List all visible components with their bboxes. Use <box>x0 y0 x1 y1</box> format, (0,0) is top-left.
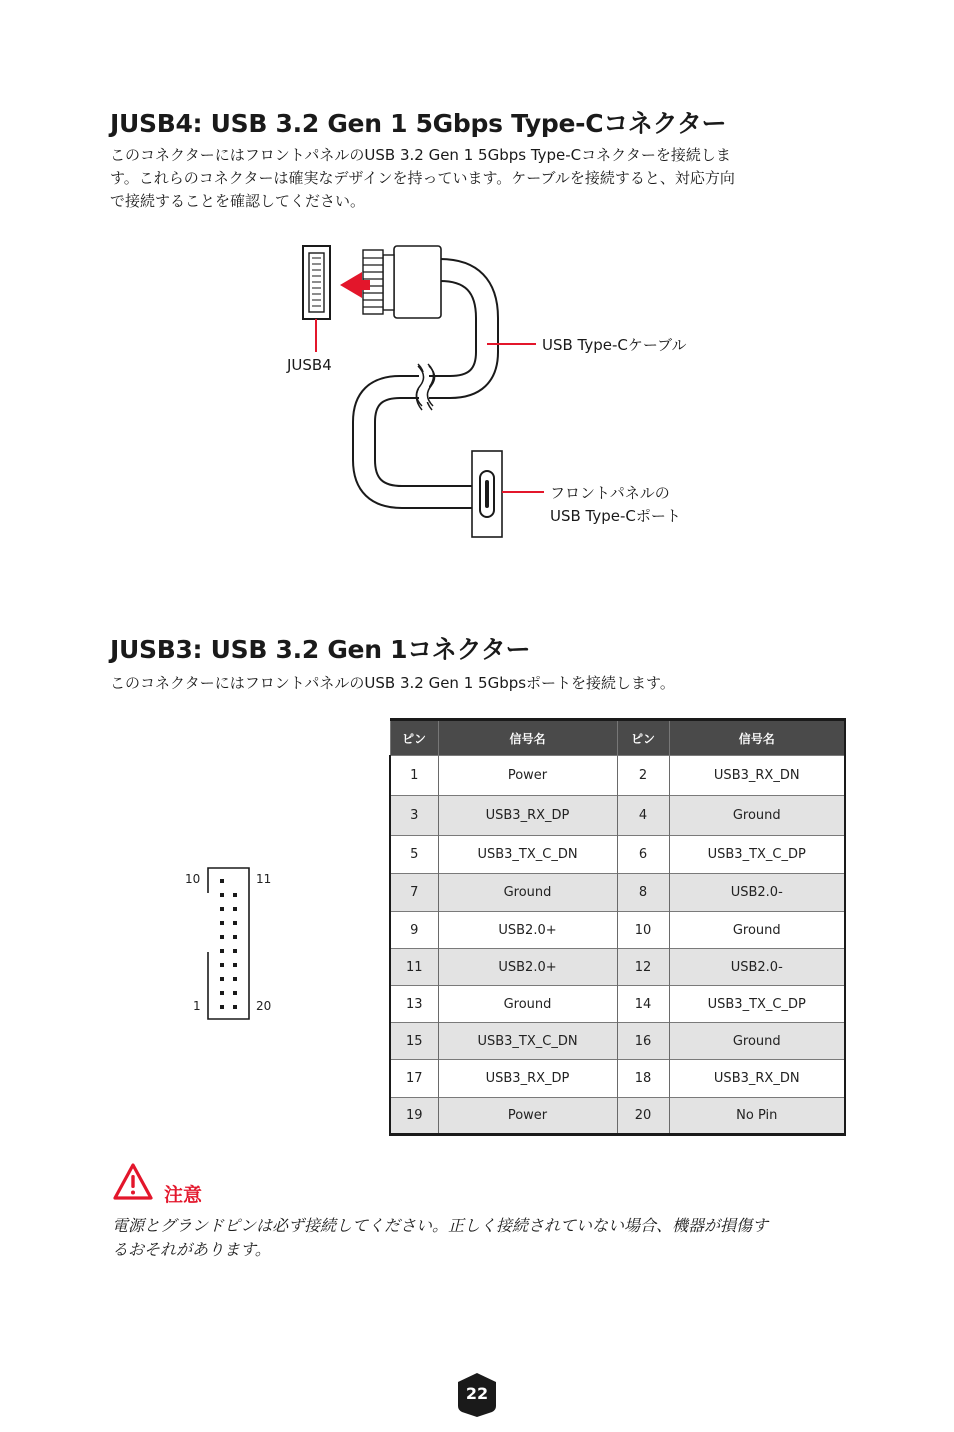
pin-number-cell: 11 <box>390 949 438 986</box>
pin-number-cell: 9 <box>390 912 438 949</box>
table-row <box>390 836 845 874</box>
column-header-pin: ピン <box>617 720 669 756</box>
pin-number-cell: 3 <box>390 796 438 836</box>
header-pin <box>233 949 237 953</box>
signal-name-cell: USB2.0+ <box>438 949 617 986</box>
caution-line: るおそれがあります。 <box>112 1240 271 1259</box>
signal-name-cell: USB3_TX_C_DP <box>669 986 845 1023</box>
signal-name-cell: USB3_TX_C_DP <box>669 836 845 874</box>
header-pin <box>220 879 224 883</box>
pin-label-top-right: 11 <box>256 872 272 886</box>
pin-label-bottom-left: 1 <box>193 999 201 1013</box>
signal-name-cell: Power <box>438 1098 617 1135</box>
signal-name-cell: USB3_RX_DP <box>438 796 617 836</box>
pin-number-cell: 7 <box>390 874 438 912</box>
description-line: このコネクターにはフロントパネルのUSB 3.2 Gen 1 5Gbps Type-Cコネクターを接続しま <box>110 146 731 164</box>
usb3-pin-header-diagram <box>200 860 260 1030</box>
cable-label: USB Type-Cケーブル <box>542 336 687 354</box>
signal-name-cell: Ground <box>669 796 845 836</box>
signal-name-cell: Ground <box>438 986 617 1023</box>
pin-number-cell: 2 <box>617 756 669 796</box>
signal-name-cell: Ground <box>669 1023 845 1060</box>
table-header-row <box>390 720 845 756</box>
caution-title: 注意 <box>164 1184 203 1206</box>
caution-text <box>112 1214 872 1262</box>
table-row <box>390 796 845 836</box>
signal-name-cell: USB3_RX_DN <box>669 1060 845 1098</box>
signal-name-cell: USB3_TX_C_DN <box>438 836 617 874</box>
header-pin <box>220 963 224 967</box>
page-number: 22 <box>465 1384 489 1403</box>
port-label-line2: USB Type-Cポート <box>550 507 681 525</box>
jusb4-label: JUSB4 <box>287 356 332 374</box>
signal-name-cell: USB3_RX_DN <box>669 756 845 796</box>
pin-label-top-left: 10 <box>185 872 201 886</box>
table-row <box>390 756 845 796</box>
pin-number-cell: 16 <box>617 1023 669 1060</box>
pin-number-cell: 13 <box>390 986 438 1023</box>
table-row <box>390 912 845 949</box>
pin-number-cell: 5 <box>390 836 438 874</box>
header-pin <box>233 977 237 981</box>
signal-name-cell: Power <box>438 756 617 796</box>
pin-number-cell: 12 <box>617 949 669 986</box>
pin-label-bottom-right: 20 <box>256 999 272 1013</box>
table-row <box>390 1060 845 1098</box>
signal-name-cell: USB2.0- <box>669 874 845 912</box>
table-row <box>390 1023 845 1060</box>
pin-number-cell: 14 <box>617 986 669 1023</box>
header-pin <box>233 935 237 939</box>
warning-icon <box>112 1162 154 1202</box>
pin-number-cell: 4 <box>617 796 669 836</box>
section-title-jusb3: JUSB3: USB 3.2 Gen 1コネクター <box>110 635 531 664</box>
header-pin <box>233 907 237 911</box>
description-line: す。これらのコネクターは確実なデザインを持っています。ケーブルを接続すると、対応方向 <box>110 169 735 187</box>
type-c-connection-diagram <box>0 0 954 560</box>
signal-name-cell: Ground <box>438 874 617 912</box>
pin-number-cell: 17 <box>390 1060 438 1098</box>
pin-number-cell: 18 <box>617 1060 669 1098</box>
signal-name-cell: No Pin <box>669 1098 845 1135</box>
pin-number-cell: 19 <box>390 1098 438 1135</box>
pin-definition-table <box>389 718 846 1136</box>
table-row <box>390 874 845 912</box>
header-pin <box>220 1005 224 1009</box>
header-pin <box>233 963 237 967</box>
header-pin <box>220 907 224 911</box>
signal-name-cell: USB3_TX_C_DN <box>438 1023 617 1060</box>
header-pin <box>220 977 224 981</box>
signal-name-cell: Ground <box>669 912 845 949</box>
pin-number-cell: 8 <box>617 874 669 912</box>
pin-number-cell: 10 <box>617 912 669 949</box>
header-pin <box>233 921 237 925</box>
connector-plug <box>394 246 441 318</box>
port-label-line1: フロントパネルの <box>550 484 670 502</box>
column-header-signal: 信号名 <box>669 720 845 756</box>
header-pin <box>233 991 237 995</box>
caution-line: 電源とグランドピンは必ず接続してください。正しく接続されていない場合、機器が損傷す <box>112 1216 769 1235</box>
header-pin <box>233 1005 237 1009</box>
connector-plug-neck <box>383 255 394 310</box>
signal-name-cell: USB2.0+ <box>438 912 617 949</box>
table-row <box>390 949 845 986</box>
signal-name-cell: USB3_RX_DP <box>438 1060 617 1098</box>
pin-number-cell: 15 <box>390 1023 438 1060</box>
section-title-jusb4: JUSB4: USB 3.2 Gen 1 5Gbps Type-Cコネクター <box>110 109 727 138</box>
header-pin <box>220 991 224 995</box>
header-pin <box>220 921 224 925</box>
header-pin <box>233 893 237 897</box>
table-row <box>390 1098 845 1135</box>
header-pin <box>220 949 224 953</box>
signal-name-cell: USB2.0- <box>669 949 845 986</box>
header-pin <box>220 893 224 897</box>
description-line: で接続することを確認してください。 <box>110 192 366 210</box>
pin-number-cell: 20 <box>617 1098 669 1135</box>
column-header-pin: ピン <box>390 720 438 756</box>
pin-number-cell: 6 <box>617 836 669 874</box>
table-row <box>390 986 845 1023</box>
column-header-signal: 信号名 <box>438 720 617 756</box>
header-pin <box>220 935 224 939</box>
pin-number-cell: 1 <box>390 756 438 796</box>
section-description-jusb3: このコネクターにはフロントパネルのUSB 3.2 Gen 1 5Gbpsポートを接続します。 <box>110 674 675 692</box>
